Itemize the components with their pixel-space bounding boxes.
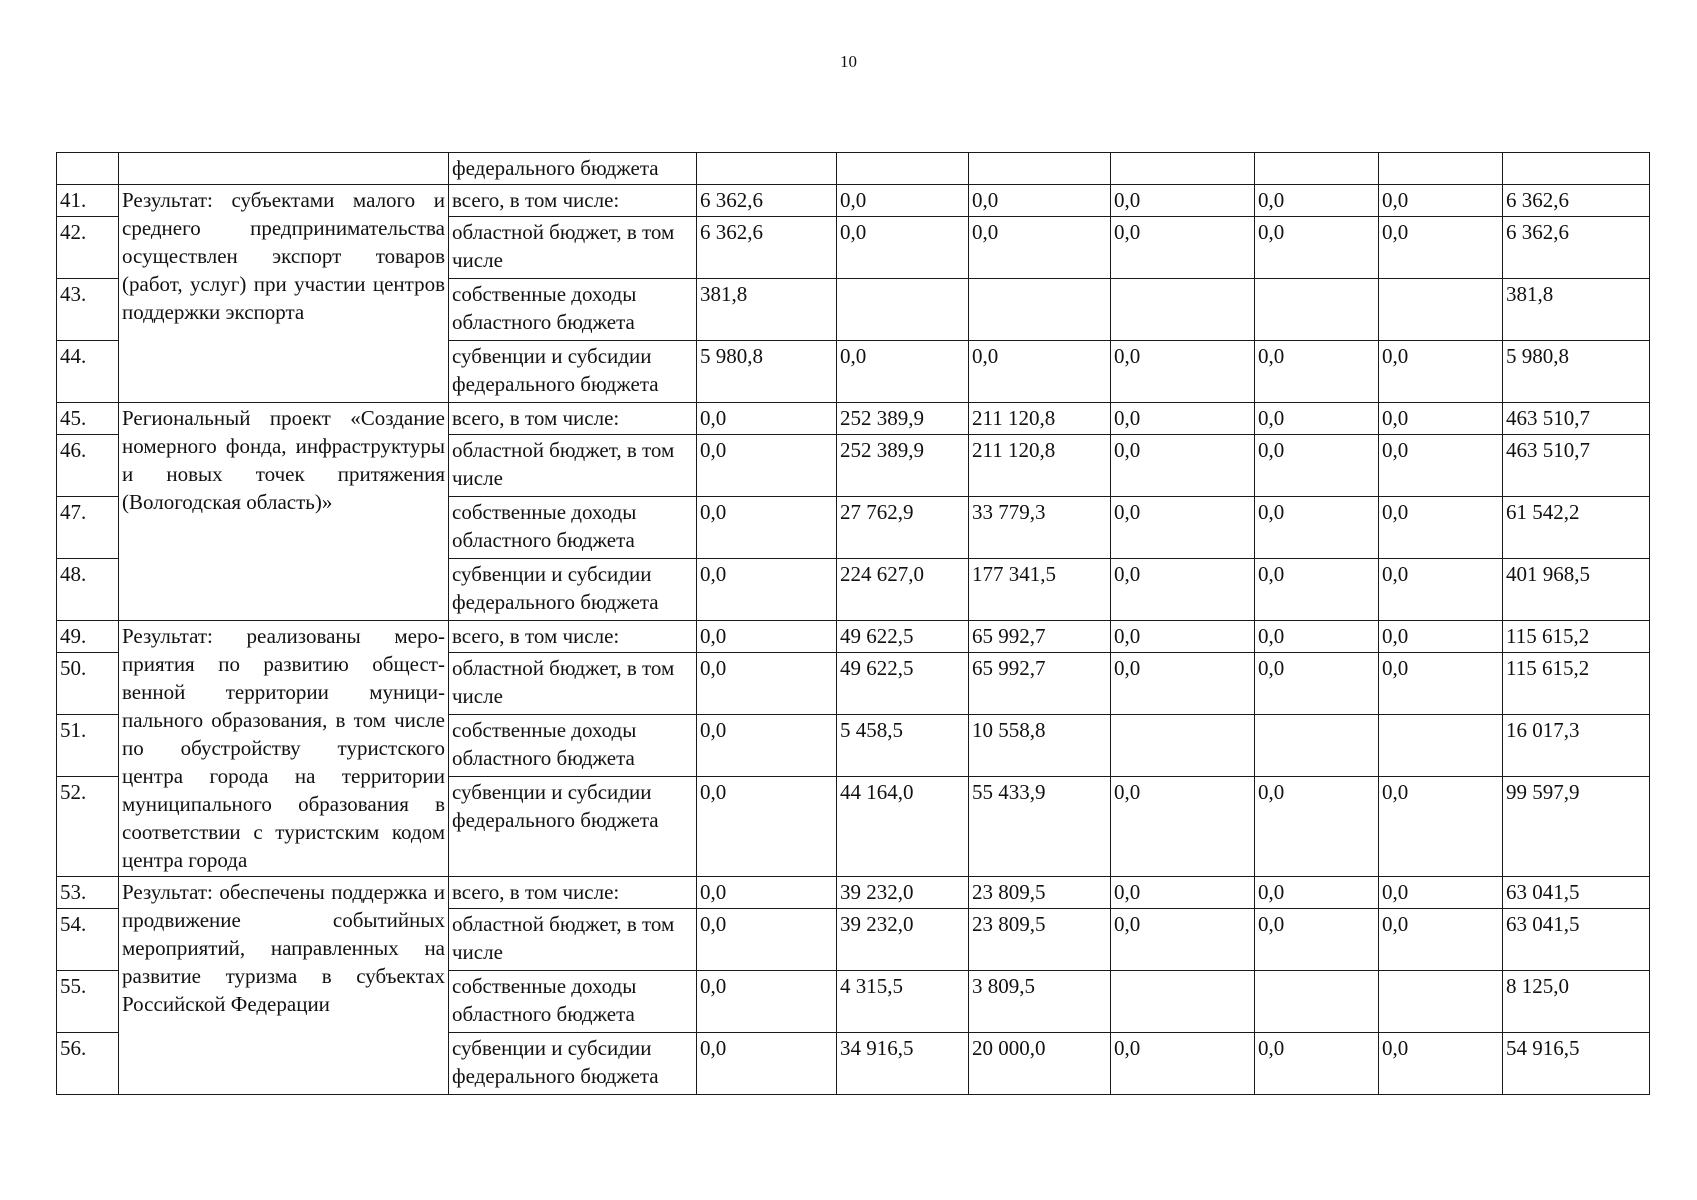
value-cell: 0,0 xyxy=(1111,1033,1255,1095)
value-cell: 0,0 xyxy=(1255,217,1379,279)
budget-table xyxy=(56,152,1650,1095)
value-cell: 0,0 xyxy=(1111,497,1255,559)
value-cell: 224 627,0 xyxy=(837,559,969,621)
value-cell: 0,0 xyxy=(697,715,837,777)
total-value-cell: 463 510,7 xyxy=(1503,403,1650,435)
value-cell: 0,0 xyxy=(697,497,837,559)
value-cell: 0,0 xyxy=(1379,559,1503,621)
value-cell: 4 315,5 xyxy=(837,971,969,1033)
value-cell: 39 232,0 xyxy=(837,877,969,909)
row-number: 43. xyxy=(57,279,119,341)
value-cell: 177 341,5 xyxy=(969,559,1111,621)
value-cell: 20 000,0 xyxy=(969,1033,1111,1095)
funding-source-cell: собственные доходы областного бюджета xyxy=(449,279,697,341)
total-value-cell: 401 968,5 xyxy=(1503,559,1650,621)
value-cell: 0,0 xyxy=(1111,909,1255,971)
total-value-cell: 63 041,5 xyxy=(1503,877,1650,909)
value-cell xyxy=(1111,715,1255,777)
empty-cell xyxy=(1255,153,1379,185)
value-cell xyxy=(1379,715,1503,777)
value-cell: 211 120,8 xyxy=(969,435,1111,497)
value-cell: 49 622,5 xyxy=(837,621,969,653)
total-value-cell: 99 597,9 xyxy=(1503,777,1650,877)
value-cell xyxy=(969,279,1111,341)
funding-source-cell: субвенции и субсидии федерального бюджета xyxy=(449,559,697,621)
row-number: 42. xyxy=(57,217,119,279)
value-cell: 0,0 xyxy=(969,217,1111,279)
value-cell: 23 809,5 xyxy=(969,877,1111,909)
funding-source-cell: областной бюджет, в том числе xyxy=(449,217,697,279)
funding-source-cell: всего, в том числе: xyxy=(449,877,697,909)
value-cell xyxy=(837,279,969,341)
value-cell: 0,0 xyxy=(1111,185,1255,217)
empty-cell xyxy=(969,153,1111,185)
value-cell: 33 779,3 xyxy=(969,497,1111,559)
value-cell: 0,0 xyxy=(1111,877,1255,909)
value-cell: 0,0 xyxy=(1255,341,1379,403)
value-cell: 0,0 xyxy=(837,217,969,279)
funding-source-cell: собственные доходы областного бюджета xyxy=(449,497,697,559)
value-cell: 0,0 xyxy=(1111,653,1255,715)
funding-source-cell: субвенции и субсидии федерального бюджета xyxy=(449,777,697,877)
funding-source-cell: всего, в том числе: xyxy=(449,621,697,653)
empty-cell xyxy=(1503,153,1650,185)
funding-source-cell: областной бюджет, в том числе xyxy=(449,653,697,715)
value-cell: 0,0 xyxy=(969,341,1111,403)
value-cell: 55 433,9 xyxy=(969,777,1111,877)
row-number: 53. xyxy=(57,877,119,909)
value-cell: 381,8 xyxy=(697,279,837,341)
value-cell: 0,0 xyxy=(1379,435,1503,497)
row-number: 47. xyxy=(57,497,119,559)
value-cell xyxy=(1111,279,1255,341)
value-cell: 65 992,7 xyxy=(969,621,1111,653)
funding-source-cell: областной бюджет, в том числе xyxy=(449,909,697,971)
total-value-cell: 463 510,7 xyxy=(1503,435,1650,497)
result-name-cell: Результат: субъектами малого и среднего предпринимательства осуществлен экспорт товаров (работ, услуг) при участии центров поддержки экспорта xyxy=(119,185,449,403)
value-cell: 0,0 xyxy=(1255,909,1379,971)
total-value-cell: 381,8 xyxy=(1503,279,1650,341)
value-cell: 0,0 xyxy=(1379,653,1503,715)
table-row xyxy=(57,877,1650,909)
value-cell: 3 809,5 xyxy=(969,971,1111,1033)
value-cell: 0,0 xyxy=(1379,909,1503,971)
value-cell: 0,0 xyxy=(697,435,837,497)
value-cell: 0,0 xyxy=(1255,185,1379,217)
row-number: 50. xyxy=(57,653,119,715)
row-number: 41. xyxy=(57,185,119,217)
value-cell: 252 389,9 xyxy=(837,435,969,497)
value-cell: 65 992,7 xyxy=(969,653,1111,715)
value-cell: 34 916,5 xyxy=(837,1033,969,1095)
value-cell: 5 980,8 xyxy=(697,341,837,403)
value-cell: 0,0 xyxy=(697,909,837,971)
value-cell: 0,0 xyxy=(1255,877,1379,909)
result-name-cell: Результат: обеспечены поддержка и продвижение событийных мероприятий, направленных на развитие туризма в субъектах Российской Федерации xyxy=(119,877,449,1095)
value-cell: 0,0 xyxy=(1379,621,1503,653)
value-cell: 44 164,0 xyxy=(837,777,969,877)
total-value-cell: 54 916,5 xyxy=(1503,1033,1650,1095)
table-continuation-row xyxy=(57,153,1650,185)
value-cell xyxy=(1111,971,1255,1033)
total-value-cell: 16 017,3 xyxy=(1503,715,1650,777)
value-cell: 0,0 xyxy=(697,877,837,909)
empty-cell xyxy=(57,153,119,185)
value-cell: 0,0 xyxy=(1111,559,1255,621)
value-cell: 0,0 xyxy=(1255,621,1379,653)
value-cell: 0,0 xyxy=(1111,217,1255,279)
result-name-cell: Региональный проект «Создание номерного фонда, инфраструктуры и новых точек притяжения (Вологодская область)» xyxy=(119,403,449,621)
value-cell: 0,0 xyxy=(1379,1033,1503,1095)
value-cell: 0,0 xyxy=(1255,653,1379,715)
value-cell: 0,0 xyxy=(1379,777,1503,877)
funding-source-cell: федерального бюджета xyxy=(449,153,697,185)
table-row xyxy=(57,621,1650,653)
row-number: 46. xyxy=(57,435,119,497)
value-cell: 0,0 xyxy=(1255,497,1379,559)
value-cell: 0,0 xyxy=(837,341,969,403)
value-cell: 0,0 xyxy=(1255,559,1379,621)
value-cell: 49 622,5 xyxy=(837,653,969,715)
value-cell: 252 389,9 xyxy=(837,403,969,435)
value-cell: 6 362,6 xyxy=(697,217,837,279)
row-number: 44. xyxy=(57,341,119,403)
funding-source-cell: всего, в том числе: xyxy=(449,403,697,435)
funding-source-cell: всего, в том числе: xyxy=(449,185,697,217)
value-cell: 0,0 xyxy=(697,777,837,877)
empty-cell xyxy=(1111,153,1255,185)
value-cell: 0,0 xyxy=(1255,1033,1379,1095)
value-cell: 0,0 xyxy=(697,971,837,1033)
value-cell xyxy=(1379,971,1503,1033)
row-number: 51. xyxy=(57,715,119,777)
result-name-cell: Результат: реализованы мероприятия по развитию общественной территории муниципального образования, в том числе по обустройству туристского центра города на территории муниципального образования в соответствии с туристским кодом центра города xyxy=(119,621,449,877)
row-number: 52. xyxy=(57,777,119,877)
total-value-cell: 6 362,6 xyxy=(1503,185,1650,217)
value-cell: 0,0 xyxy=(697,653,837,715)
value-cell: 0,0 xyxy=(1111,403,1255,435)
total-value-cell: 6 362,6 xyxy=(1503,217,1650,279)
value-cell: 0,0 xyxy=(1111,341,1255,403)
total-value-cell: 115 615,2 xyxy=(1503,621,1650,653)
row-number: 56. xyxy=(57,1033,119,1095)
funding-source-cell: субвенции и субсидии федерального бюджета xyxy=(449,1033,697,1095)
value-cell xyxy=(1255,279,1379,341)
funding-source-cell: собственные доходы областного бюджета xyxy=(449,715,697,777)
total-value-cell: 63 041,5 xyxy=(1503,909,1650,971)
value-cell: 0,0 xyxy=(1379,217,1503,279)
value-cell: 10 558,8 xyxy=(969,715,1111,777)
total-value-cell: 61 542,2 xyxy=(1503,497,1650,559)
value-cell: 0,0 xyxy=(1111,777,1255,877)
table-row xyxy=(57,403,1650,435)
value-cell: 0,0 xyxy=(697,559,837,621)
value-cell: 0,0 xyxy=(969,185,1111,217)
page-number: 10 xyxy=(840,52,857,71)
value-cell: 0,0 xyxy=(1255,435,1379,497)
total-value-cell: 5 980,8 xyxy=(1503,341,1650,403)
value-cell: 0,0 xyxy=(1111,621,1255,653)
row-number: 45. xyxy=(57,403,119,435)
value-cell: 211 120,8 xyxy=(969,403,1111,435)
value-cell: 0,0 xyxy=(697,1033,837,1095)
value-cell: 5 458,5 xyxy=(837,715,969,777)
value-cell: 0,0 xyxy=(697,403,837,435)
total-value-cell: 115 615,2 xyxy=(1503,653,1650,715)
value-cell: 0,0 xyxy=(837,185,969,217)
empty-cell xyxy=(837,153,969,185)
row-number: 49. xyxy=(57,621,119,653)
value-cell: 0,0 xyxy=(1379,403,1503,435)
value-cell: 0,0 xyxy=(1379,497,1503,559)
value-cell: 0,0 xyxy=(1379,341,1503,403)
value-cell: 27 762,9 xyxy=(837,497,969,559)
value-cell: 0,0 xyxy=(697,621,837,653)
value-cell: 0,0 xyxy=(1379,185,1503,217)
value-cell xyxy=(1255,715,1379,777)
empty-cell xyxy=(119,153,449,185)
funding-source-cell: областной бюджет, в том числе xyxy=(449,435,697,497)
value-cell: 23 809,5 xyxy=(969,909,1111,971)
table-row xyxy=(57,185,1650,217)
funding-source-cell: субвенции и субсидии федерального бюджета xyxy=(449,341,697,403)
value-cell: 39 232,0 xyxy=(837,909,969,971)
value-cell xyxy=(1379,279,1503,341)
value-cell: 0,0 xyxy=(1255,777,1379,877)
total-value-cell: 8 125,0 xyxy=(1503,971,1650,1033)
value-cell: 0,0 xyxy=(1255,403,1379,435)
empty-cell xyxy=(697,153,837,185)
row-number: 48. xyxy=(57,559,119,621)
value-cell: 0,0 xyxy=(1379,877,1503,909)
funding-source-cell: собственные доходы областного бюджета xyxy=(449,971,697,1033)
value-cell xyxy=(1255,971,1379,1033)
empty-cell xyxy=(1379,153,1503,185)
row-number: 54. xyxy=(57,909,119,971)
row-number: 55. xyxy=(57,971,119,1033)
value-cell: 0,0 xyxy=(1111,435,1255,497)
value-cell: 6 362,6 xyxy=(697,185,837,217)
